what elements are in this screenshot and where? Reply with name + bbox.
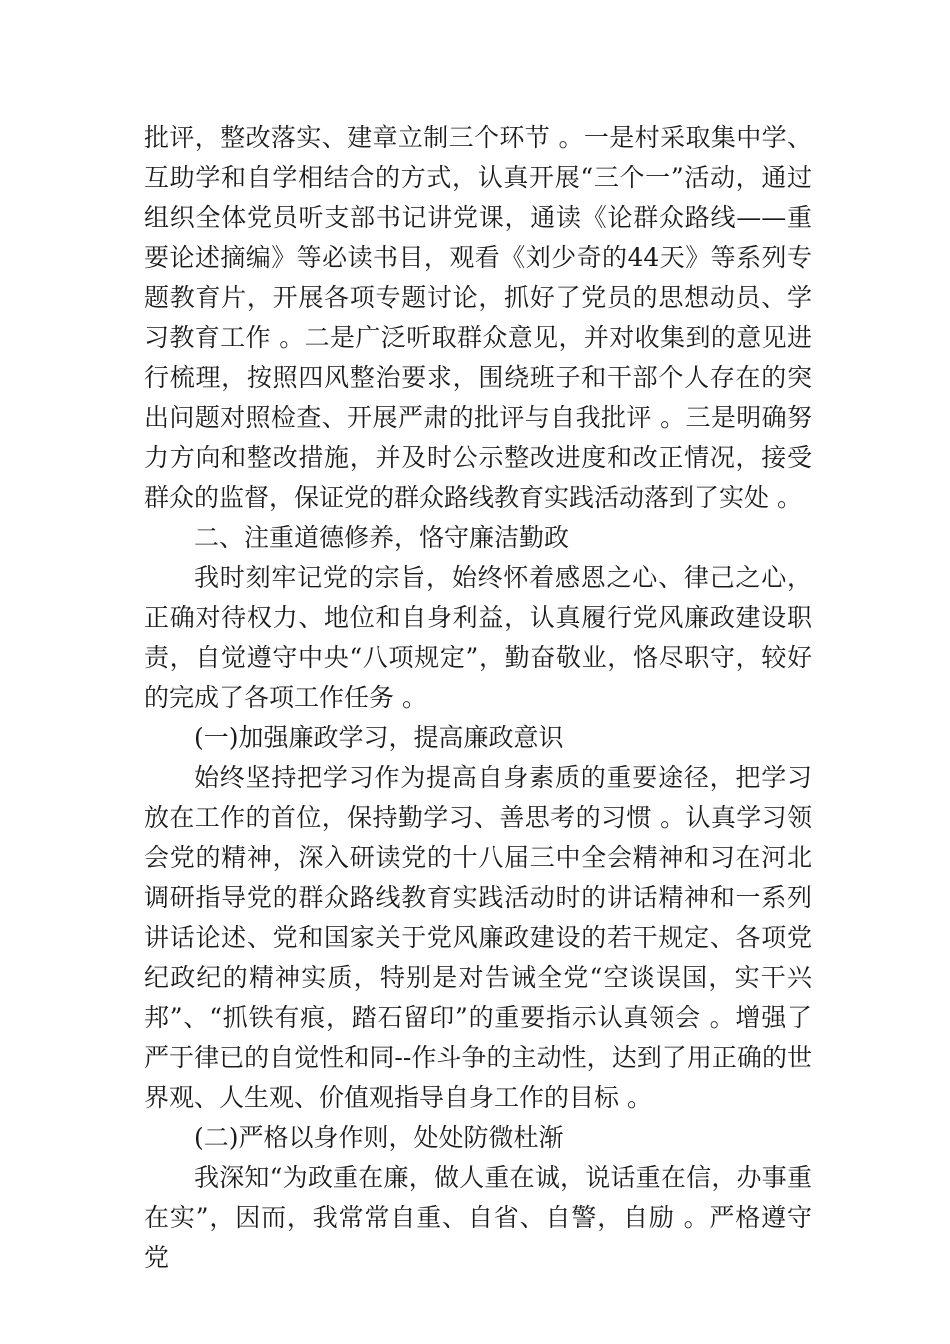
paragraph-body: 始终坚持把学习作为提高自身素质的重要途径，把学习放在工作的首位，保持勤学习、善思考的习惯 。认真学习领会党的精神，深入研读党的十八届三中全会精神和习在河北调研指导党的群众路线教育实践活动时的讲话精神和一系列讲话论述、党和国家关于党风廉政建设的若干规定、各项党纪政纪的精神实质，特别是对告诫全党“空谈误国，实干兴邦”、“抓铁有痕，踏石留印”的重要指示认真领会 。增强了严于律已的自觉性和同--作斗争的主动性，达到了用正确的世界观、人生观、价值观指导自身工作的目标 。 bbox=[144, 763, 812, 1112]
section-heading-two: 二、注重道德修养，恪守廉洁勤政 bbox=[194, 523, 570, 552]
paragraph-continuation: 批评，整改落实、建章立制三个环节 。一是村采取集中学、互助学和自学相结合的方式，认真开展“三个一”活动，通过组织全体党员听支部书记讲党课，通读《论群众路线——重要论述摘编》等必读书目，观看《刘少奇的44天》等系列专题教育片，开展各项专题讨论，抓好了党员的思想动员、学习教育工作 。二是广泛听取群众意见，并对收集到的意见进行梳理，按照四风整治要求，围绕班子和干部个人存在的突出问题对照检查、开展严肃的批评与自我批评 。三是明确努力方向和整改措施，并及时公示整改进度和改正情况，接受群众的监督，保证党的群众路线教育实践活动落到了实处 。 bbox=[144, 123, 812, 512]
subsection-heading-one: (一)加强廉政学习，提高廉政意识 bbox=[194, 723, 564, 752]
document-body bbox=[144, 118, 812, 1278]
subsection-heading-two: (二)严格以身作则，处处防微杜渐 bbox=[194, 1123, 564, 1152]
paragraph-body: 我时刻牢记党的宗旨，始终怀着感恩之心、律己之心，正确对待权力、地位和自身利益，认真履行党风廉政建设职责，自觉遵守中央“八项规定”，勤奋敬业，恪尽职守，较好的完成了各项工作任务 。 bbox=[144, 563, 812, 712]
paragraph-body: 我深知“为政重在廉，做人重在诚，说话重在信，办事重在实”，因而，我常常自重、自省、自警，自励 。严格遵守党 bbox=[144, 1163, 812, 1272]
